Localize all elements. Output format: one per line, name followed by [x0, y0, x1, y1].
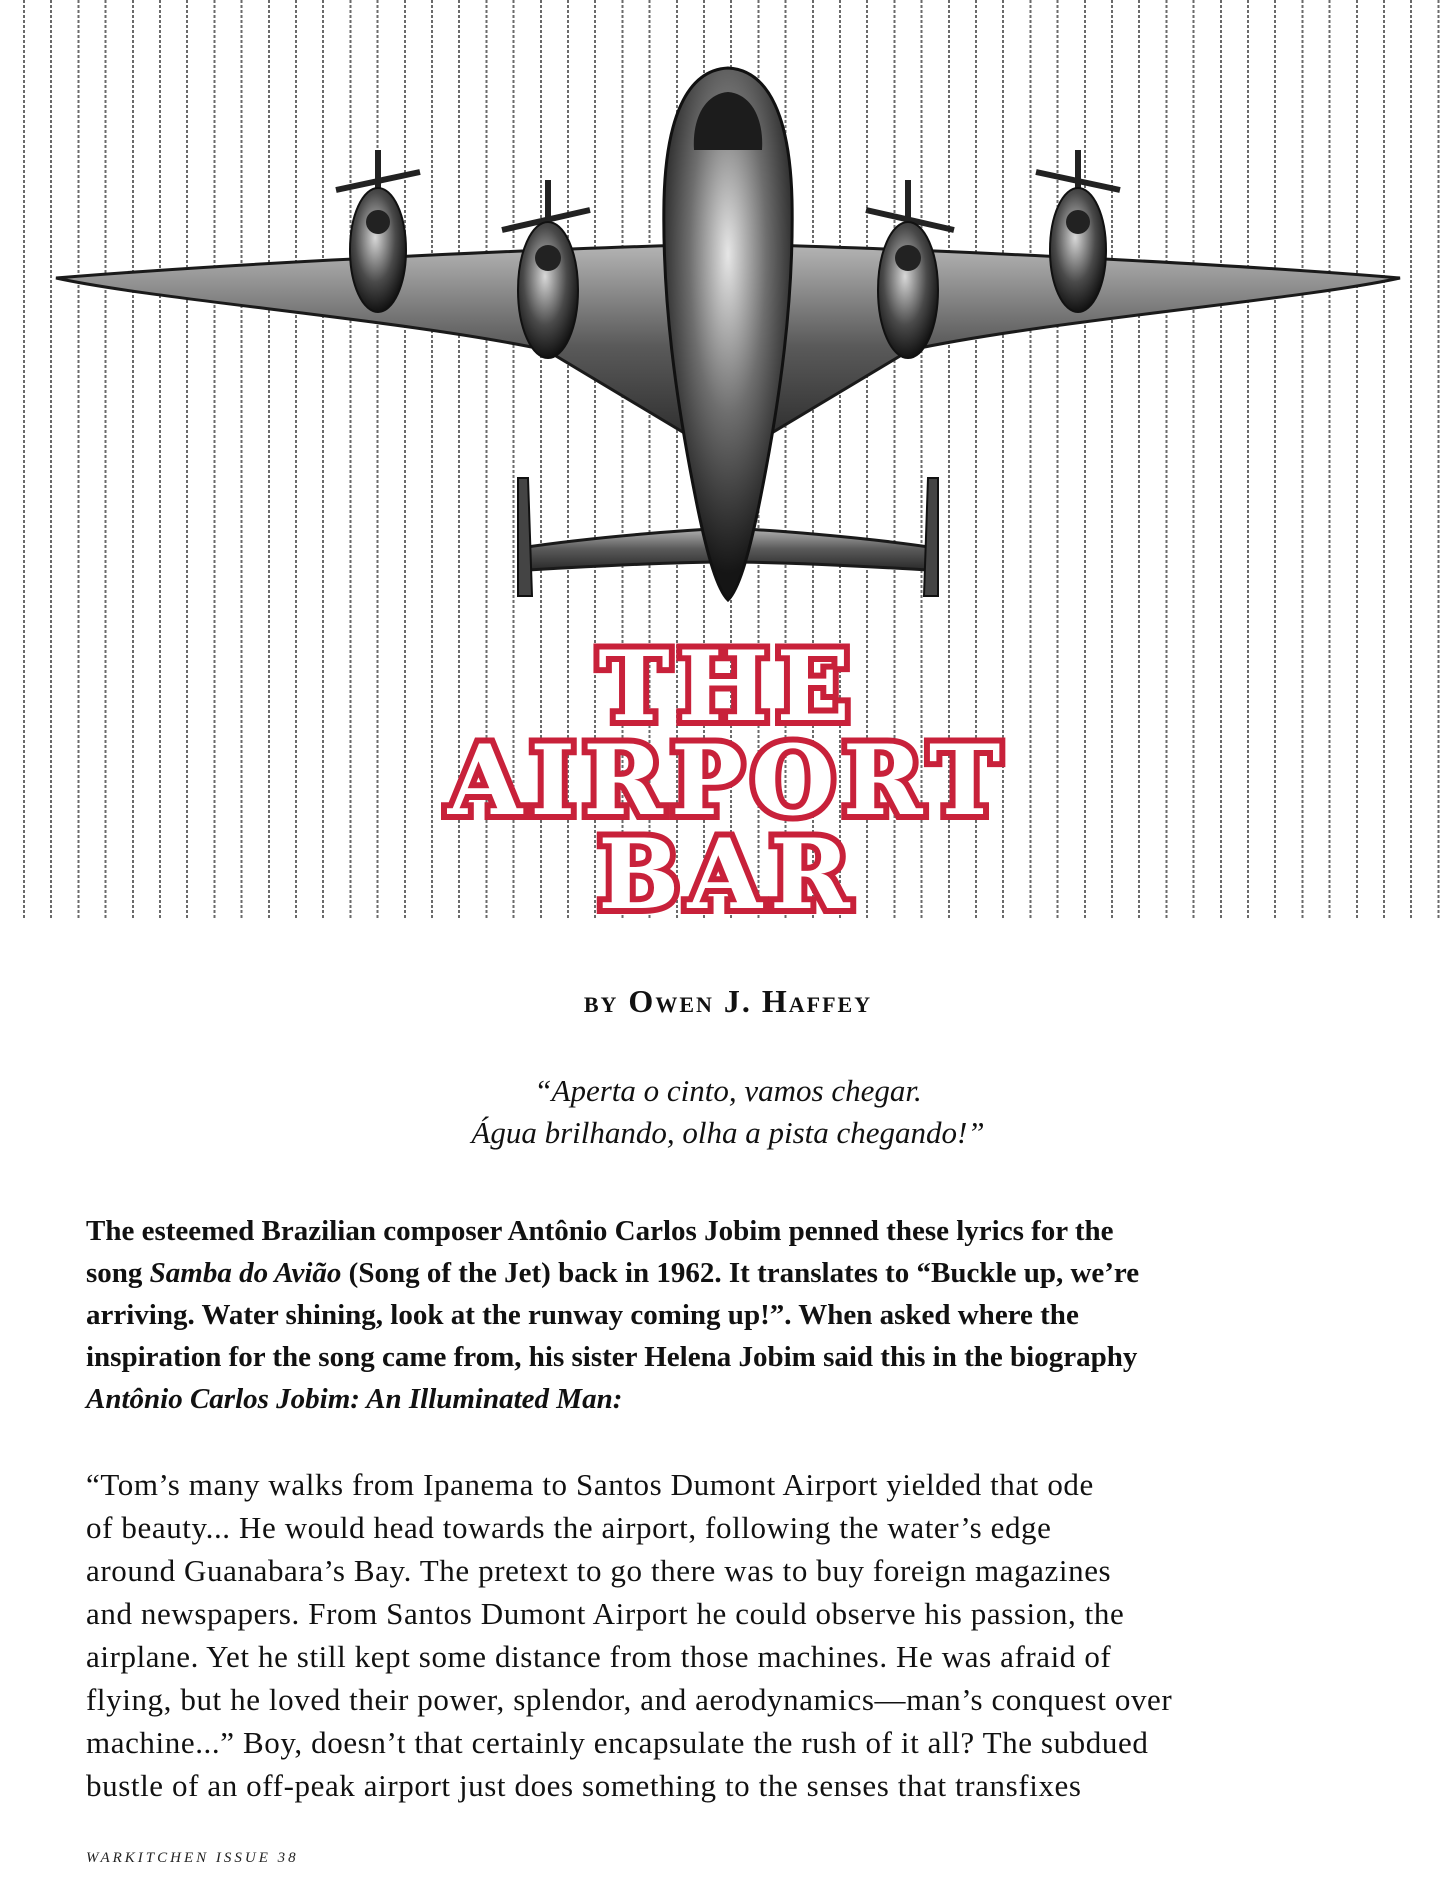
byline: by Owen J. Haffey	[583, 983, 873, 1019]
article-title	[0, 630, 1456, 931]
title-line-1: THE	[598, 630, 858, 743]
left-tail-fin	[518, 478, 532, 596]
quote-line: bustle of an off-peak airport just does something to the senses that transfixes	[86, 1768, 1082, 1803]
epigraph-line: Água brilhando, olha a pista chegando!”	[471, 1115, 985, 1150]
intro-line: song Samba do Avião (Song of the Jet) back in 1962. It translates to “Buckle up, we’re	[86, 1257, 1140, 1289]
title-line-2: AIRPORT	[447, 724, 1009, 837]
intro-line: Antônio Carlos Jobim: An Illuminated Man:	[86, 1383, 623, 1415]
airplane-illustration	[0, 0, 1456, 640]
right-tail-fin	[924, 478, 938, 596]
intro-paragraph	[86, 1210, 1386, 1420]
title-line-3: BAR	[598, 818, 858, 931]
quote-line: and newspapers. From Santos Dumont Airport he could observe his passion, the	[86, 1596, 1125, 1631]
quote-line: airplane. Yet he still kept some distance from those machines. He was afraid of	[86, 1639, 1112, 1674]
quote-line: machine...” Boy, doesn’t that certainly encapsulate the rush of it all? The subdued	[86, 1725, 1149, 1760]
quote-line: flying, but he loved their power, splendor, and aerodynamics—man’s conquest over	[86, 1682, 1173, 1717]
intro-line: inspiration for the song came from, his sister Helena Jobim said this in the biography	[86, 1341, 1138, 1373]
intro-line: arriving. Water shining, look at the runway coming up!”. When asked where the	[86, 1299, 1079, 1331]
quote-paragraph	[86, 1463, 1386, 1807]
quote-line: around Guanabara’s Bay. The pretext to go there was to buy foreign magazines	[86, 1553, 1112, 1588]
epigraph	[0, 1070, 1456, 1154]
intro-line: The esteemed Brazilian composer Antônio Carlos Jobim penned these lyrics for the	[86, 1215, 1114, 1247]
epigraph-line: “Aperta o cinto, vamos chegar.	[534, 1073, 922, 1108]
page-folio: WARKITCHEN ISSUE 38	[86, 1850, 299, 1866]
quote-line: of beauty... He would head towards the airport, following the water’s edge	[86, 1510, 1052, 1545]
quote-line: “Tom’s many walks from Ipanema to Santos Dumont Airport yielded that ode	[86, 1467, 1094, 1502]
